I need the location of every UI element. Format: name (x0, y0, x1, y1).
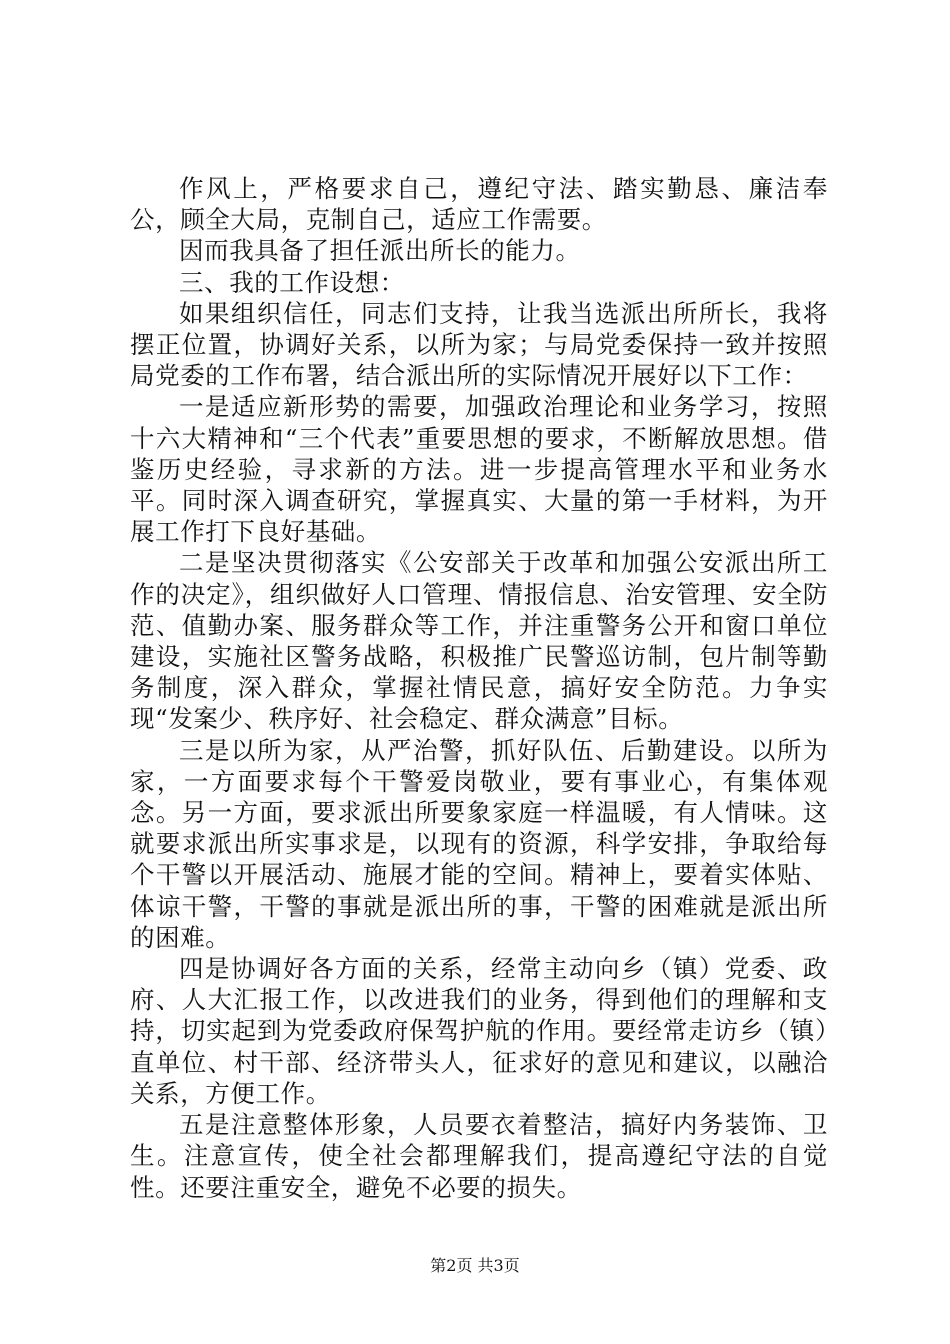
paragraph-point-four: 四是协调好各方面的关系，经常主动向乡（镇）党委、政府、人大汇报工作，以改进我们的业务，得到他们的理解和支持，切实起到为党委政府保驾护航的作用。要经常走访乡（镇）直单位、村干部、经济带头人，征求好的意见和建议，以融洽关系，方便工作。 (130, 954, 828, 1108)
section-heading-work-plan: 三、我的工作设想： (179, 267, 405, 297)
paragraph-work-style: 作风上，严格要求自己，遵纪守法、踏实勤恳、廉洁奉公，顾全大局，克制自己，适应工作需要。 (130, 174, 828, 235)
page-footer (0, 1256, 950, 1276)
paragraph-point-three: 三是以所为家，从严治警，抓好队伍、后勤建设。以所为家，一方面要求每个干警爱岗敬业，要有事业心，有集体观念。另一方面，要求派出所要象家庭一样温暖，有人情味。这就要求派出所实事求是，以现有的资源，科学安排，争取给每个干警以开展活动、施展才能的空间。精神上，要着实体贴、体谅干警，干警的事就是派出所的事，干警的困难就是派出所的困难。 (130, 735, 828, 952)
paragraph-point-one: 一是适应新形势的需要，加强政治理论和业务学习，按照十六大精神和“三个代表”重要思想的要求，不断解放思想。借鉴历史经验，寻求新的方法。进一步提高管理水平和业务水平。同时深入调查研究，掌握真实、大量的第一手材料，为开展工作打下良好基础。 (130, 392, 828, 547)
document-body (130, 173, 828, 1203)
page-number: 第2页 共3页 (430, 1256, 520, 1275)
paragraph-point-two: 二是坚决贯彻落实《公安部关于改革和加强公安派出所工作的决定》，组织做好人口管理、情报信息、治安管理、安全防范、值勤办案、服务群众等工作，并注重警务公开和窗口单位建设，实施社区警务战略，积极推广民警巡访制，包片制等勤务制度，深入群众，掌握社情民意，搞好安全防范。力争实现“发案少、秩序好、社会稳定、群众满意”目标。 (130, 548, 828, 734)
paragraph-point-five: 五是注意整体形象，人员要衣着整洁，搞好内务装饰、卫生。注意宣传，使全社会都理解我们，提高遵纪守法的自觉性。还要注重安全，避免不必要的损失。 (130, 1110, 828, 1202)
paragraph-ability: 因而我具备了担任派出所长的能力。 (179, 236, 581, 266)
paragraph-intro-plan: 如果组织信任，同志们支持，让我当选派出所所长，我将摆正位置，协调好关系，以所为家；与局党委保持一致并按照局党委的工作布署，结合派出所的实际情况开展好以下工作： (130, 298, 828, 391)
